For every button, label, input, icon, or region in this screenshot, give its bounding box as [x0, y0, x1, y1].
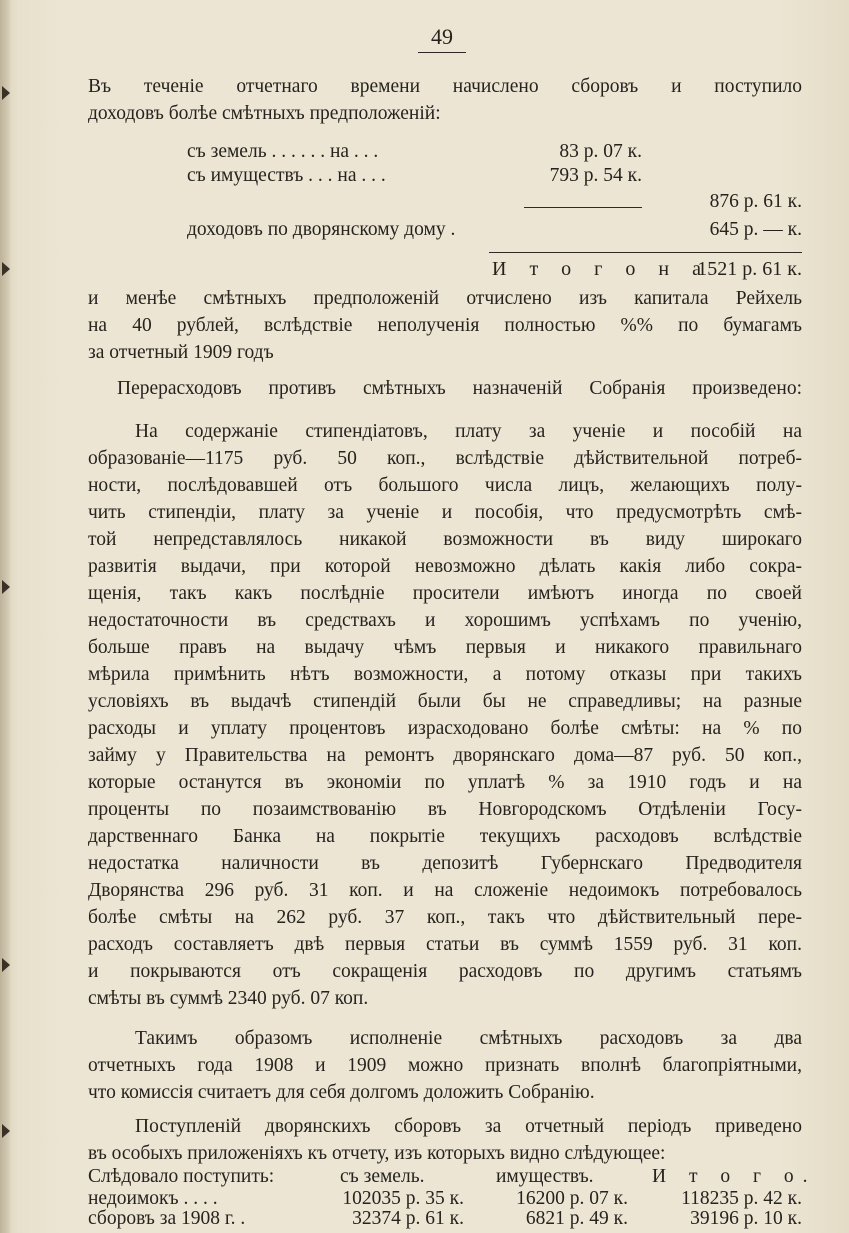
paragraph-line: щенія, такъ какъ послѣдніе просители имѣютъ иногда по своей — [88, 583, 802, 604]
binding-tab-mark — [2, 86, 10, 100]
house-income-label: доходовъ по дворянскому дому . — [187, 219, 456, 240]
paragraph-line: ности, послѣдовавшей отъ большого числа лицъ, желающихъ полу- — [88, 475, 802, 496]
paragraph-line: На содержаніе стипендіатовъ, плату за ученіе и пособій на — [135, 421, 802, 442]
paragraph-line: условіяхъ въ выдачѣ стипендій были бы не справедливы; на разные — [88, 691, 802, 712]
house-income-amount: 645 р. — к. — [709, 219, 802, 240]
income-row-amount: 83 р. 07 к. — [559, 141, 642, 162]
paragraph-line: что комиссія считаетъ для себя долгомъ доложить Собранію. — [88, 1082, 595, 1103]
paragraph-line: мѣрила примѣнить нѣтъ возможности, а потому отказы при такихъ — [88, 664, 802, 685]
total-label: И т о г о н а — [492, 258, 710, 280]
receipts-row-col2: 6821 р. 49 к. — [525, 1208, 628, 1229]
section-heading: Перерасходовъ противъ смѣтныхъ назначеній Собранія произведено: — [117, 378, 802, 399]
paragraph-line: отчетныхъ года 1908 и 1909 можно признать вполнѣ благопріятными, — [88, 1055, 802, 1076]
paragraph-line: недостатка наличности въ депозитѣ Губернскаго Предводителя — [88, 853, 802, 874]
paragraph-line: расходъ составляетъ двѣ первыя статьи въ суммѣ 1559 руб. 31 коп. — [88, 934, 802, 955]
paragraph-line: той непредставлялось никакой возможности въ виду широкаго — [88, 529, 802, 550]
paragraph-line: больше правъ на выдачу чѣмъ первыя и никакого правильнаго — [88, 637, 802, 658]
paragraph-line: образованіе—1175 руб. 50 коп., вслѣдствіе дѣйствительной потреб- — [88, 448, 802, 469]
paragraph-line: болѣе смѣты на 262 руб. 37 коп., такъ что дѣйствительный пере- — [88, 907, 802, 928]
paragraph-line: Поступленій дворянскихъ сборовъ за отчетный періодъ приведено — [135, 1116, 802, 1137]
receipts-header-col1: съ земель. — [340, 1166, 425, 1187]
paragraph-line: Такимъ образомъ исполненіе смѣтныхъ расходовъ за два — [135, 1028, 802, 1049]
paragraph-line: чить стипендіи, плату за ученіе и пособія, что предусмотрѣть смѣ- — [88, 502, 802, 523]
income-subtotal: 876 р. 61 к. — [709, 191, 802, 212]
intro-line: доходовъ болѣе смѣтныхъ предположеній: — [88, 103, 441, 124]
receipts-header-col3: И т о г о. — [652, 1166, 817, 1187]
binding-tab-mark — [2, 580, 10, 594]
paragraph-line: которые останутся въ экономіи по уплатѣ % за 1910 годъ и на — [88, 772, 802, 793]
receipts-row-col1: 32374 р. 61 к. — [352, 1208, 464, 1229]
paragraph-line: Дворянства 296 руб. 31 коп. и на сложеніе недоимокъ потребовалось — [88, 880, 802, 901]
paragraph-line: смѣты въ суммѣ 2340 руб. 07 коп. — [88, 988, 369, 1009]
paragraph-line: въ особыхъ приложеніяхъ къ отчету, изъ которыхъ видно слѣдующее: — [88, 1143, 666, 1164]
receipts-row-col3: 39196 р. 10 к. — [690, 1208, 802, 1229]
total-amount: 1521 р. 61 к. — [697, 258, 802, 280]
paragraph-line: на 40 рублей, вслѣдствіе неполученія полностью %% по бумагамъ — [88, 315, 802, 336]
income-row-label: съ земель . . . . . . на . . . — [187, 141, 379, 162]
intro-line: Въ теченіе отчетнаго времени начислено сборовъ и поступило — [88, 76, 802, 97]
paragraph-line: недостаточности въ средствахъ и хорошимъ успѣхамъ по ученію, — [88, 610, 802, 631]
page-binding-edge — [0, 0, 10, 1233]
receipts-row-col1: 102035 р. 35 к. — [342, 1188, 464, 1209]
income-row-label: съ имуществъ . . . на . . . — [187, 165, 386, 186]
paragraph-line: и покрываются отъ сокращенія расходовъ по другимъ статьямъ — [88, 961, 802, 982]
subtotal-rule — [524, 207, 642, 208]
paragraph-line: расходы и уплату процентовъ израсходовано болѣе смѣты: на % по — [88, 718, 802, 739]
receipts-row-label: недоимокъ . . . . — [88, 1188, 218, 1209]
binding-tab-mark — [2, 262, 10, 276]
receipts-header-col2: имуществъ. — [496, 1166, 594, 1187]
receipts-row-col2: 16200 р. 07 к. — [516, 1188, 628, 1209]
paragraph-line: займу у Правительства на ремонтъ дворянскаго дома—87 руб. 50 коп., — [88, 745, 802, 766]
receipts-header-label: Слѣдовало поступить: — [88, 1166, 275, 1187]
income-row-amount: 793 р. 54 к. — [549, 165, 642, 186]
paragraph-line: дарственнаго Банка на покрытіе текущихъ расходовъ вслѣдствіе — [88, 826, 802, 847]
total-rule — [489, 252, 802, 253]
binding-tab-mark — [2, 958, 10, 972]
receipts-row-label: сборовъ за 1908 г. . — [88, 1208, 246, 1229]
paragraph-line: и менѣе смѣтныхъ предположеній отчислено изъ капитала Рейхель — [88, 288, 802, 309]
paragraph-line: развитія выдачи, при которой невозможно дѣлать какія либо сокра- — [88, 556, 802, 577]
binding-tab-mark — [2, 1124, 10, 1138]
receipts-row-col3: 118235 р. 42 к. — [681, 1188, 802, 1209]
paragraph-line: за отчетный 1909 годъ — [88, 342, 274, 363]
paragraph-line: проценты по позаимствованію въ Новгородскомъ Отдѣленіи Госу- — [88, 799, 802, 820]
page-number: 49 — [418, 24, 466, 53]
